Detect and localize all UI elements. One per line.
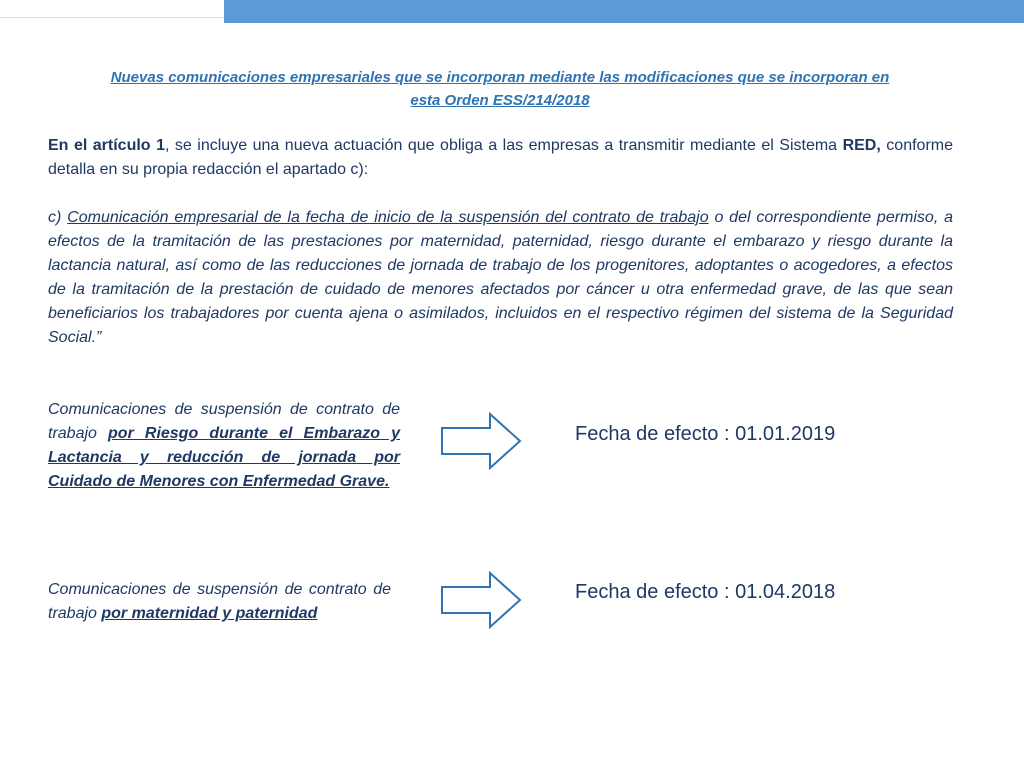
item-1-effective-date: Fecha de efecto : 01.01.2019: [575, 423, 836, 445]
quote-rest: o del correspondiente permiso, a efectos de la tramitación de las prestaciones por maternidad, paternidad, riesgo durante el embarazo y riesgo durante la lactancia natural, así como de las reducciones de jornada de trabajo de los progenitores, adoptantes o acogedores, a efectos de la tramitación de la prestación de cuidado de menores afectados por cáncer u otra enfermedad grave, de las que sean beneficiarios los trabajadores por cuenta ajena o asimilados, incluidos en el respectivo régimen del sistema de la Seguridad Social.”: [48, 209, 954, 346]
heading-line-2: esta Orden ESS/214/2018: [410, 92, 590, 109]
page-heading: [48, 66, 952, 112]
intro-article-ref: En el artículo 1: [48, 137, 165, 154]
quote-paragraph: [48, 206, 953, 350]
top-accent-bar: [224, 0, 1024, 23]
heading-line-1: Nuevas comunicaciones empresariales que se incorporan mediante las modificaciones que se incorporan en: [110, 69, 890, 86]
item-2-strong: por maternidad y paternidad: [101, 605, 318, 622]
top-rule: [0, 17, 224, 18]
item-1-description: [48, 398, 400, 494]
quote-underlined: Comunicación empresarial de la fecha de inicio de la suspensión del contrato de trabajo: [67, 209, 709, 226]
right-arrow-icon: [440, 571, 522, 629]
item-1-strong: por Riesgo durante el Embarazo y Lactancia y reducción de jornada por Cuidado de Menores con Enfermedad Grave.: [48, 425, 400, 490]
intro-paragraph: [48, 134, 953, 182]
intro-text-1: , se incluye una nueva actuación que obliga a las empresas a transmitir mediante el Sistema: [164, 137, 843, 154]
item-2-description: [48, 578, 391, 626]
intro-text-2: conforme detalla en su propia redacción el apartado c):: [48, 137, 954, 178]
item-2-effective-date: Fecha de efecto : 01.04.2018: [575, 581, 836, 603]
item-1-plain: Comunicaciones de suspensión de contrato de trabajo: [48, 401, 400, 442]
item-2-plain: Comunicaciones de suspensión de contrato de trabajo: [48, 581, 391, 622]
right-arrow-icon: [440, 412, 522, 470]
quote-prefix: c): [48, 209, 68, 226]
intro-red-ref: RED,: [842, 137, 881, 154]
